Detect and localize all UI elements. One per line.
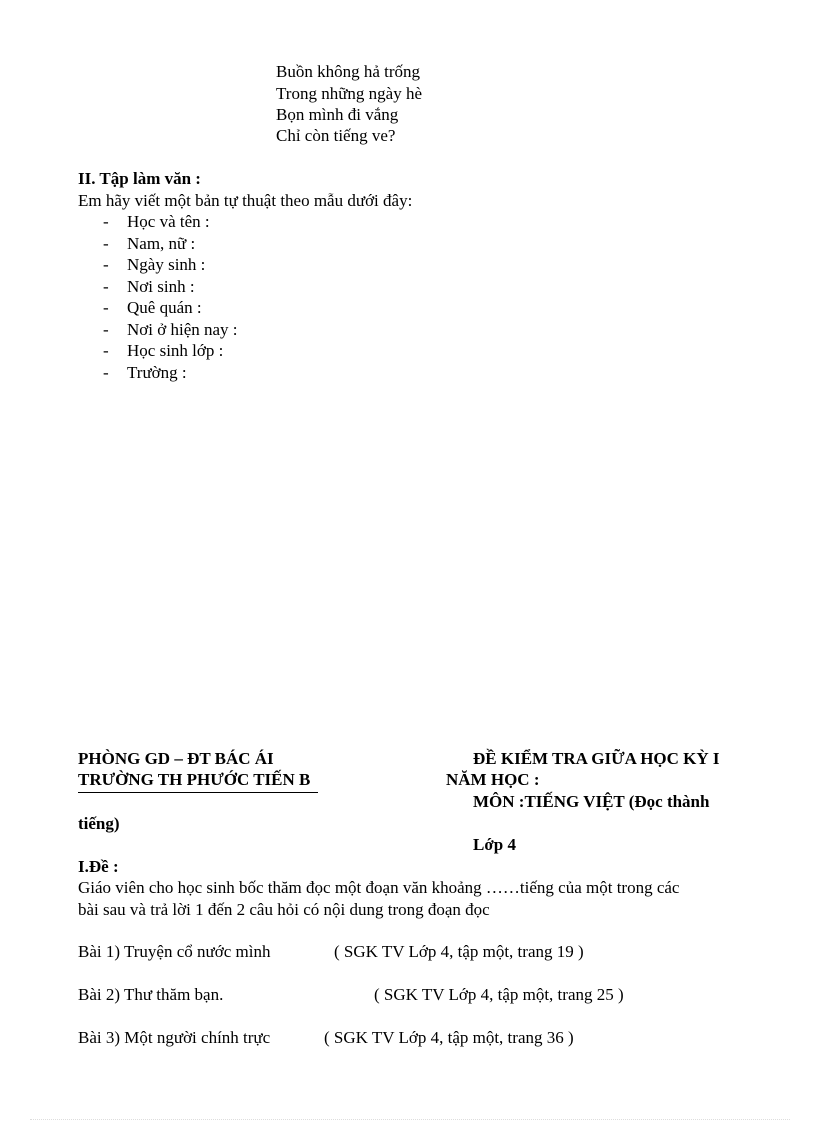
list-dash: - [103, 212, 109, 231]
list-item [103, 297, 202, 318]
list-dash: - [103, 341, 109, 360]
list-item [103, 362, 187, 383]
list-dash: - [103, 277, 109, 296]
list-item-label: Quê quán : [127, 298, 202, 317]
list-item-label: Ngày sinh : [127, 255, 206, 274]
school-year: NĂM HỌC : [446, 770, 540, 789]
department-name: PHÒNG GD – ĐT BÁC ÁI [78, 749, 274, 768]
writing-prompt: Em hãy viết một bản tự thuật theo mẫu dưới đây: [78, 191, 413, 210]
poem-line: Bọn mình đi vắng [276, 105, 399, 124]
lesson-title: Bài 3) Một người chính trực [78, 1028, 271, 1047]
exam-instruction-cont: bài sau và trả lời 1 đến 2 câu hỏi có nội dung trong đoạn đọc [78, 900, 490, 919]
subject-label-wrap: tiếng) [78, 814, 120, 833]
list-item-label: Trường : [127, 363, 187, 382]
page-bottom-border [30, 1119, 790, 1120]
header-underline [78, 792, 318, 793]
list-item-label: Nơi ở hiện nay : [127, 320, 238, 339]
list-dash: - [103, 298, 109, 317]
exam-instruction: Giáo viên cho học sinh bốc thăm đọc một đoạn văn khoảng ……tiếng của một trong các [78, 878, 680, 897]
poem-line: Buồn không hả trống [276, 62, 421, 81]
list-item [103, 254, 205, 275]
list-item-label: Nam, nữ : [127, 234, 196, 253]
poem-line: Chỉ còn tiếng ve? [276, 126, 396, 145]
list-item [103, 276, 195, 297]
list-item-label: Học và tên : [127, 212, 210, 231]
exam-heading: I.Đề : [78, 857, 119, 876]
list-item [103, 319, 238, 340]
lesson-title: Bài 1) Truyện cổ nước mình [78, 942, 271, 961]
lesson-reference: ( SGK TV Lớp 4, tập một, trang 36 ) [324, 1028, 574, 1047]
list-dash: - [103, 255, 109, 274]
subject-label: MÔN :TIẾNG VIỆT (Đọc thành [473, 792, 710, 811]
exam-title: ĐỀ KIỂM TRA GIỮA HỌC KỲ I [473, 749, 720, 768]
list-item [103, 233, 195, 254]
poem-line: Trong những ngày hè [276, 84, 423, 103]
list-dash: - [103, 320, 109, 339]
list-item [103, 340, 223, 361]
list-item-label: Nơi sinh : [127, 277, 195, 296]
school-name: TRƯỜNG TH PHƯỚC TIẾN B [78, 770, 311, 789]
grade-label: Lớp 4 [473, 835, 516, 854]
list-item [103, 211, 210, 232]
list-item-label: Học sinh lớp : [127, 341, 224, 360]
list-dash: - [103, 234, 109, 253]
lesson-title: Bài 2) Thư thăm bạn. [78, 985, 224, 1004]
list-dash: - [103, 363, 109, 382]
lesson-reference: ( SGK TV Lớp 4, tập một, trang 19 ) [334, 942, 584, 961]
lesson-reference: ( SGK TV Lớp 4, tập một, trang 25 ) [374, 985, 624, 1004]
writing-heading: II. Tập làm văn : [78, 169, 201, 188]
